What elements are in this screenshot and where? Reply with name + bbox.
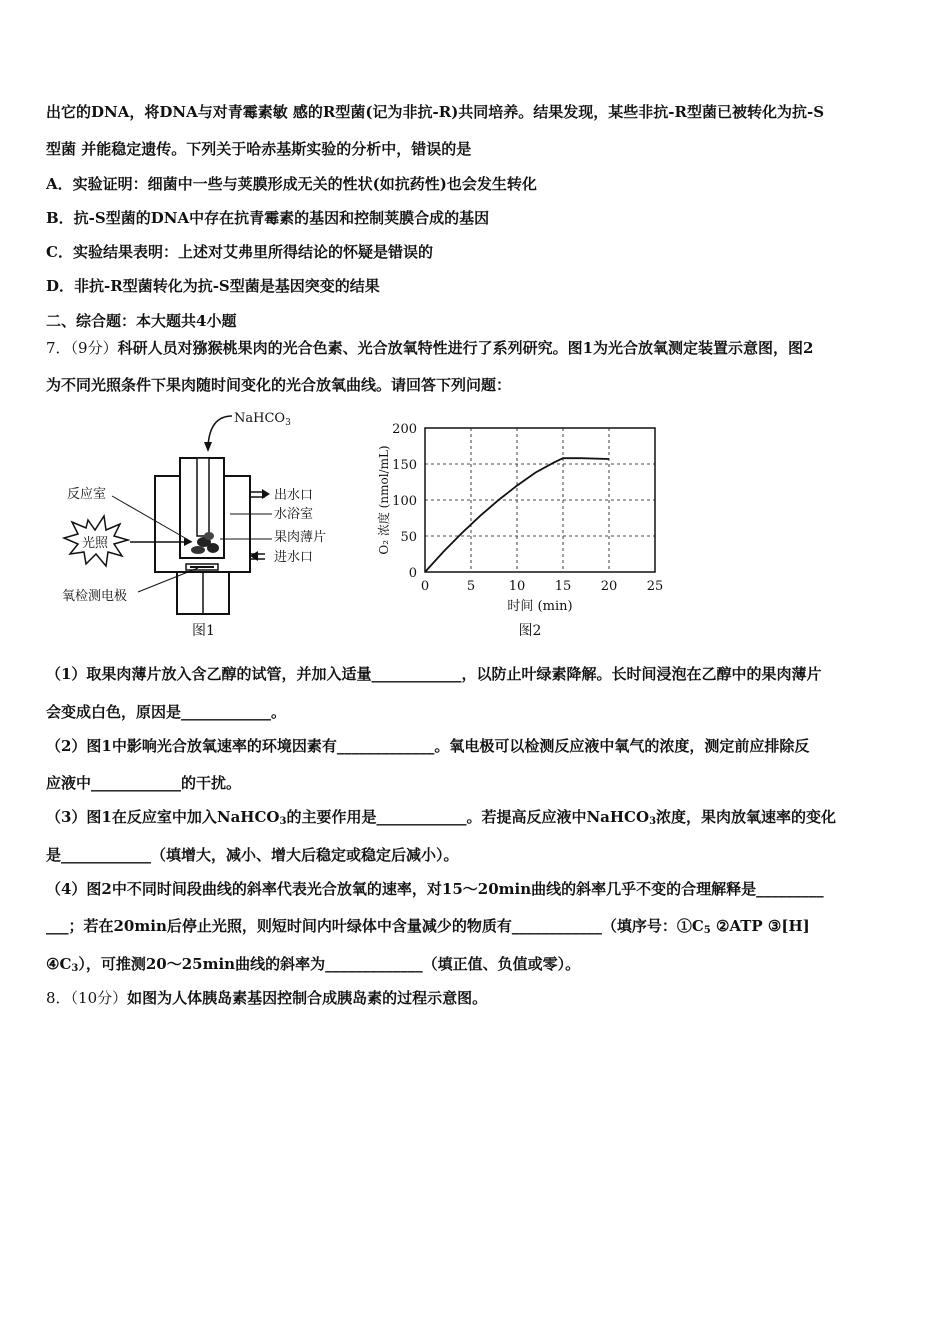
q7-part2-line2: 应液中____________的干扰。	[46, 774, 242, 792]
section-header: 二、综合题：本大题共4小题	[46, 312, 237, 330]
option-d: D．非抗-R型菌转化为抗-S型菌是基因突变的结果	[46, 277, 380, 295]
q8-text: 如图为人体胰岛素基因控制合成胰岛素的过程示意图。	[127, 989, 488, 1007]
q7-part1-line2: 会变成白色，原因是____________。	[46, 703, 287, 721]
electrode-label: 氧检测电极	[62, 589, 128, 604]
nahco3-arrow	[208, 416, 232, 446]
q7-part4-line1: （4）图2中不同时间段曲线的斜率代表光合放氧的速率，对15～20min曲线的斜率几乎不变的合理解释是_________	[46, 880, 824, 898]
y-tick-label: 100	[392, 494, 417, 509]
q7-part2-line1: （2）图1中影响光合放氧速率的环境因素有_____________。氧电极可以检测反应液中氧气的浓度，测定前应排除反	[46, 737, 810, 755]
nahco3-label: NaHCO$_3$	[234, 411, 291, 428]
q7-part1-line1: （1）取果肉薄片放入含乙醇的试管，并加入适量____________，以防止叶绿素降解。长时间浸泡在乙醇中的果肉薄片	[46, 665, 822, 683]
x-axis-label: 时间 (min)	[507, 599, 573, 614]
q7-number: 7．	[46, 339, 71, 357]
x-tick-label: 15	[554, 579, 572, 594]
q8-stem	[46, 988, 487, 1008]
x-tick-label: 20	[600, 579, 618, 594]
y-tick-label: 200	[392, 422, 417, 437]
water-bath-label: 水浴室	[274, 507, 314, 522]
water-out-label: 出水口	[274, 488, 314, 503]
y-tick-label: 50	[400, 530, 417, 545]
figure-2-chart	[368, 410, 688, 645]
y-tick-label: 0	[408, 566, 417, 581]
x-tick-label: 25	[646, 579, 664, 594]
q7-score: （9分）	[70, 339, 118, 357]
pulp-slice-label: 果肉薄片	[274, 530, 327, 545]
q7-part3-line1: （3）图1在反应室中加入NaHCO$_3$的主要作用是____________。若提高反应液中NaHCO$_3$浓度，果肉放氧速率的变化	[46, 808, 837, 827]
option-b: B．抗-S型菌的DNA中存在抗青霉素的基因和控制荚膜合成的基因	[46, 209, 490, 227]
q7-stem-line-1	[46, 338, 813, 358]
option-a: A．实验证明：细菌中一些与荚膜形成无关的性状(如抗药性)也会发生转化	[46, 175, 537, 193]
q7-part4-line3: $④C_3$），可推测20～25min曲线的斜率为_____________（填正值、负值或零）。	[46, 955, 581, 974]
intro-line-2: 型菌 并能稳定遗传。下列关于哈赤基斯实验的分析中，错误的是	[46, 140, 472, 158]
q7-stem-1: 科研人员对猕猴桃果肉的光合色素、光合放氧特性进行了系列研究。图1为光合放氧测定装置示意图，图2	[117, 339, 814, 357]
x-tick-label: 5	[466, 579, 476, 594]
y-tick-label: 150	[392, 458, 417, 473]
figure-1-apparatus	[40, 402, 360, 652]
q8-number: 8．	[46, 989, 71, 1007]
q7-part3-line2: 是____________（填增大，减小、增大后稳定或稳定后减小）。	[46, 846, 459, 864]
option-c: C．实验结果表明：上述对艾弗里所得结论的怀疑是错误的	[46, 243, 433, 261]
water-in-label: 进水口	[274, 550, 314, 565]
reaction-chamber-label: 反应室	[67, 487, 107, 502]
intro-line-1: 出它的DNA，将DNA与对青霉素敏 感的R型菌(记为非抗-R)共同培养。结果发现，某些非抗-R型菌已被转化为抗-S	[46, 103, 825, 121]
light-label: 光照	[82, 536, 109, 551]
q8-score: （10分）	[70, 989, 128, 1007]
x-tick-label: 10	[508, 579, 526, 594]
y-axis-label: O₂ 浓度 (nmol/mL)	[377, 445, 391, 555]
q7-part4-line2: ___；若在20min后停止光照，则短时间内叶绿体中含量减少的物质有____________（填序号：$①C_5$ ②ATP ③[H]	[46, 917, 810, 936]
figure-2-caption: 图2	[518, 623, 542, 639]
q7-stem-line-2: 为不同光照条件下果肉随时间变化的光合放氧曲线。请回答下列问题：	[46, 376, 512, 394]
x-tick-label: 0	[420, 579, 430, 594]
figure-1-caption: 图1	[192, 623, 215, 639]
